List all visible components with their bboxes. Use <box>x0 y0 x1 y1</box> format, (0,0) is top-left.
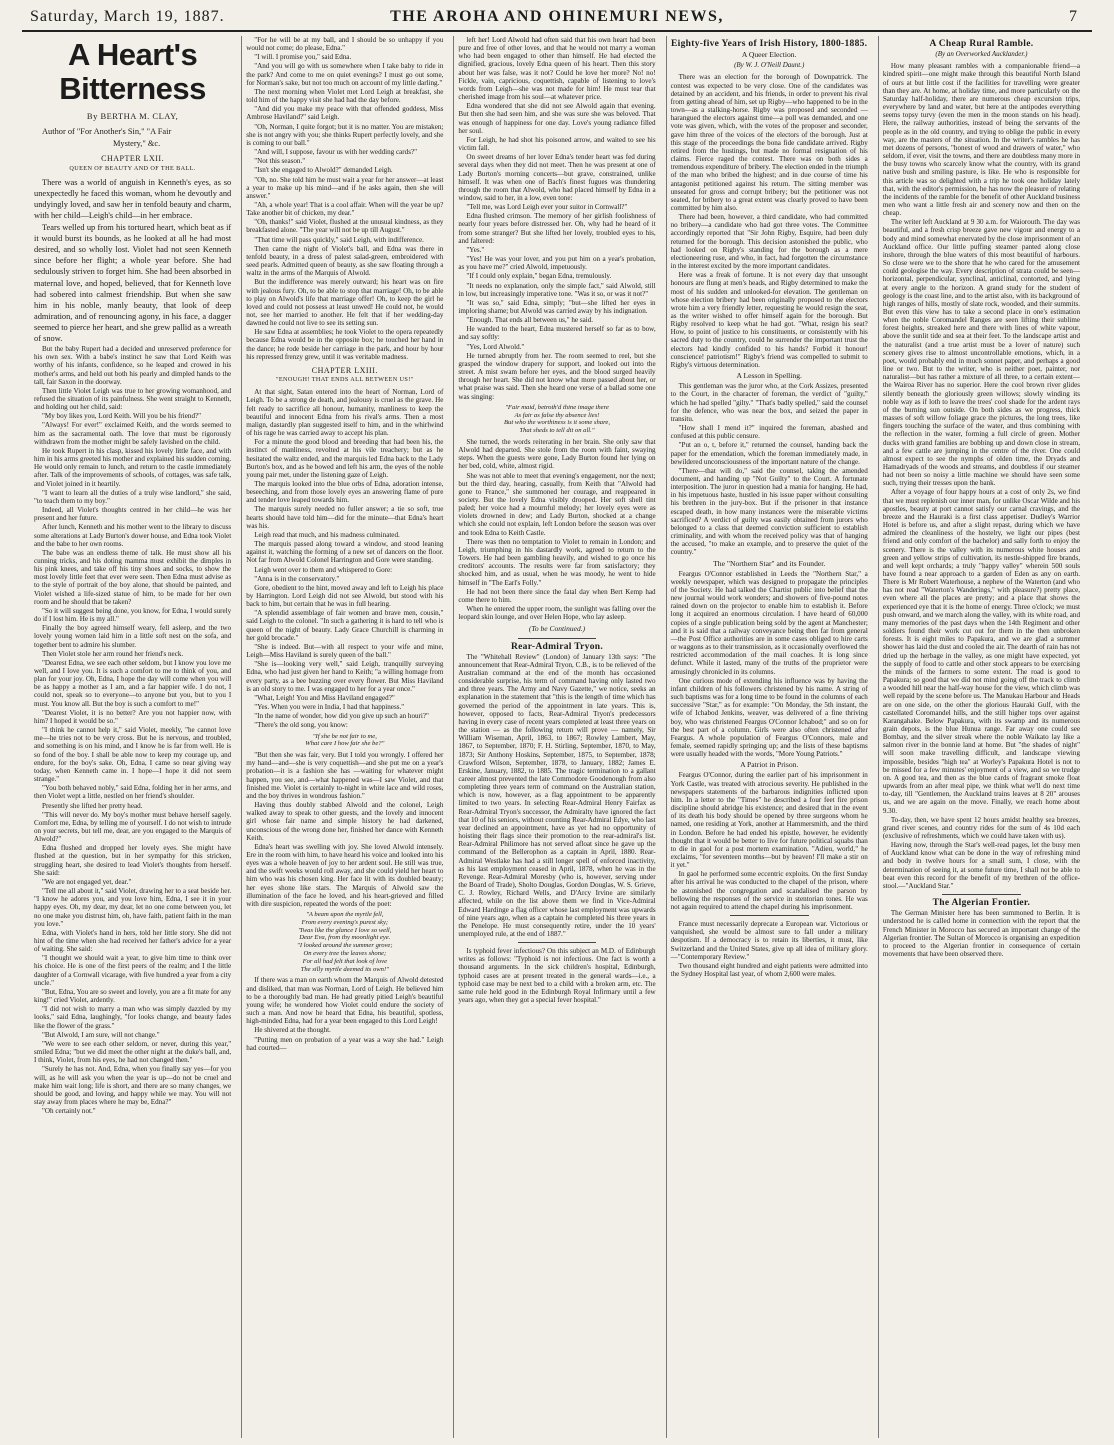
story-paragraphs <box>34 177 231 344</box>
paragraph: Is typhoid fever infectious? On this subject an M.D. of Edinburgh writes as follows: "Typhoid is not infectious. One fact is worth a thousand arguments. In the sick children's hospital, Edinburgh, typhoid cases are at present treated in the general wards—i.e., a typhoid case may be next bed to a child with a broken arm, etc. The same rule held good in the Edinburgh Royal Infirmary until a few years ago, when they got a special fever hospital." <box>458 947 656 1005</box>
paragraph: "I want to learn all the duties of a truly wise landlord," she said, "to teach them to my boy." <box>34 488 232 505</box>
paragraph: "I think he cannot help it," said Violet, meekly, "he cannot love me—he tries not to be very cross. But he is nervous, and troubled, and something is on his mind, and I know he is far from well. He is so fond of the boy. I shall be able now to keep my courage up, and endure, for the boy's sake. Oh, Edna, I came so near giving way today, when Kenneth came in. I hope—I hope it did not seem strange." <box>34 726 232 784</box>
paragraph: If there was a man on earth whom the Marquis of Alwold detested and disliked, that man was Norman, Lord of Leigh. He believed him to be a thoroughly bad man. He had greatly pitied Leigh's beautiful young wife; he wondered how Violet could endure the society of such a man. And now he heard that Edna, his beautiful, spotless, high-minded Edna, had for a year been engaged to this Lord Leigh! <box>246 976 444 1026</box>
paragraph: For a minute the good blood and breeding that had been his, the instinct of manliness, revolted at his vile treachery; but as he hesitated the waltz ended, and the marquis led Edna back to the Lady Burton's box, and as he bowed and left his arm, the eyes of the noble young pair met, under the listening gaze of Leigh. <box>246 438 444 479</box>
article-election-body <box>671 73 868 369</box>
paragraph: After a voyage of four happy hours at a cost of only 2s, we find that we must replenish our inner man, for unlike Oscar Wilde and his apostles, beauty at port cannot satisfy our carnal cravings, and the breeze and the Hauraki is a first class appetiser. Dudley's Warrior Hotel is before us, and after a slight repast, during which we have admired the cleanliness of the hostelry, we light our pipes (best friend and only comfort of the bachelor) and sally forth to enjoy the scenery. There is the valley with its numerous white houses and green and yellow strips of cultivation, its nestle-shipped fire brands, and well kept orchards; a truly "happy valley" wherein 500 souls have found a near approach to a garden of Eden as any on earth. There is Mr Robert Waterhouse, a nephew of the Waterton (and who has not read "Waterton's Wanderings," with pleasure?) pretty place, even where all the places are pretty; and a place that shows the experienced eye that it is the home of energy. Three o'clock; we must push onward, and we march along the valley, with its white road, and many memories of the past days when the 14th Regiment and other soldiers found their work cut out for them in the then unbroken forests. It is eight miles to Papakura, and we are glad a summer shower has laid the dust and cooled the air. The dearth of rain has not dried up the herbage in the valley, as one might have expected, yet the supply of food to cattle and other stock appears to be exercising the minds of the farmers to some extent. The road is good to Papakura; so good that we did not mind going off the track to climb a wooded hill near the half-way house for the view, which climb was well repaid by the scene before us. The Manukau Harbour and Heads are on one side, on the other the glorious Hauraki Gulf, with the castellated Coromandel hills, and the still higher tops over against Karangahake. Below Papakura, with its swamp and its numerous grain depots, is the blue Hunua range. Far away one could see Bombay, and the silver streak where the noble Waikato lay like a salmon river in the bonnie land at home. But "the shades of night" will soon make travelling difficult, and landscape viewing impossible, besides "high tea" at Worley's Papakura Hotel is not to be missed for a few minutes' enjoyment of a view, and so we trudge on. A good tea, and then as the blue cards of fragrant smoke float upwards from an after meal pipe, we think what we'll do next time to-day, till "Gentlemen, the Auckland trains leaves at 8 20" arouses us, and we are again on the move. Finally, we reach home about 9.30. <box>882 488 1081 815</box>
subheading-patriot-prison: A Patriot in Prison. <box>740 760 799 770</box>
paragraph: "Dearest Edna, we see each other seldom, but I know you love me well, and I love you. It is such a comfort to me to think of you, and plan for your joy. Oh, Edna, I hope the day will come when you will be as happy a mother as I am, and a far happier wife. I do not, I could not, speak so to everyone—to anyone but you, but to you I must. You know all. But the boy is such a comfort to me!" <box>34 658 232 708</box>
article-byline-daunt: (By W. J. O'Neill Daunt.) <box>734 61 805 70</box>
column-2 <box>241 36 447 1438</box>
paragraph: "But, Edna, You are so sweet and lovely, you are a fit mate for any king!" cried Violet, ardently. <box>34 987 232 1005</box>
paragraph: The marquis looked into the blue orbs of Edna, adoration intense, beseeching, and from those lovely eyes an answering flame of pure and tender love leaped towards him. <box>246 479 444 505</box>
article-heading-tryon: Rear-Admiral Tryon. <box>510 641 604 652</box>
paragraph: Then little Violet Leigh was true to her growing womanhood, and refused the situation of its painfulness. She went straight to Kenneth, and holding out her child, said: <box>34 386 232 412</box>
paragraph: "Always! For ever!" exclaimed Keith, and the words seemed to him as the sacramental oath. The love that must be rigorously withdrawn from the mother might be safely lavished on the child. <box>34 421 232 446</box>
paragraph: Here was a freak of fortune. It is not every day that unsought honours are flung at men's heads, and Rigby determined to make the most of his sudden and unlooked-for elevation. The gentleman on whose election bribery had been originally proposed to the electors wrote him a very friendly letter, requesting he would resign the seat, as the writer wished to offer himself again for the borough. But Rigby resolved to keep what he had got. "What, resign his seat? How, to point of justice to his constituents, or consistently with his sacred duty to the country, could he surrender the important trust the electors had kindly confided to his hands? Forbid it honour! conscience! patriotism!" Rigby's friend was compelled to submit to Rigby's virtuous determination. <box>670 271 868 369</box>
paragraph: "Yes." <box>466 245 485 254</box>
issue-date: Saturday, March 19, 1887. <box>30 8 225 25</box>
paragraph: "I will. I promise you," said Edna. <box>254 53 352 62</box>
paragraph: "Surely he has not. And, Edna, when you finally say yes—for you will, as he will ask you when the year is up—do not be cruel and make him wait long; life is short, and there are so many changes, we should be good, and loving, and happy while we may. You will not stay away from places where he may be, Edna?" <box>34 1065 232 1106</box>
paragraph: The marquis passed along toward a window, and stood leaning against it, watching the forming of a new set of dancers on the floor. Not far from Alwold Colonel Harrington and Gore were standing. <box>246 540 444 565</box>
paragraph: The babe was an endless theme of talk. He must show all his cunning tricks, and his doting mamma must exhibit the dimples in his pink knees, and take off his tiny shoes and socks, to show the most lovely little feet that ever were seen. Then Edna must advise as to the style of portrait of the boy alone, that should be painted, and Violet wished a life-sized statue of him, to be made for her own room and he should that be taken? <box>34 548 232 606</box>
column-5 <box>878 36 1084 1438</box>
paragraph: Then Violet stole her arm round her friend's neck. <box>42 649 184 658</box>
paragraph: When he entered the upper room, the sunlight was falling over the leopard skin lounge, and over Helen Hope, who lay asleep. <box>458 605 656 622</box>
subheading-spelling: A Lesson in Spelling. <box>736 371 802 381</box>
paragraph: "This will never do. My boy's mother must behave herself sagely. Comfort me, Edna, by telling me of yourself. I do not wish to intrude on your secrets, but tell me, dear, are you engaged to the Marquis of Alwold?" <box>34 810 232 844</box>
paragraph: He saw Edna at assemblies; he took Violet to the opera repeatedly because Edna would be in the opposite box; he touched her hand in the dance; he rode beside her carriage in the park, and hour by hour his repressed frenzy grew, until it was veritable madness. <box>246 328 444 361</box>
paragraph: She was not able to meet that evening's engagement, nor the next; but the third day, hearing, casually, from Keith that "Alwold had gone to France," she summoned her courage, and reappeared in society. But the lovely Edna visibly drooped. Her soft shell tint paled; her voice had a mournful melody; her lovely eyes were as violets drowned in dew; and Lady Burton, shocked at a change which she could not explain, left London before the season was over and took Edna to Keith Castle. <box>458 471 656 537</box>
masthead <box>22 6 1092 28</box>
paragraph: How many pleasant rambles with a companionable friend—a kindred spirit—one might make through this beautiful North Island of ours at but little cost if the facilities for travelling were greater than they are. At home, at holiday time, and more particularly on the Saturday half-holiday, there are numerous cheap excursion trips, everywhere by land and water, but here at the antipodes everything seems topsy turvy (even the men in the moon stands on his head). Here, the railway authorities, instead of being the servants of the people as in the old country, and trying to oblige the public in every way, are the masters of the situation. In the writer's rambles he has met dozens of persons, "honest of wood and drawers of water," who seldom, if ever, visit the towns, and there are doubtless many more in the busy towns who scarcely know what the country, with its grand native bush and smiling pasture, is like. He who is responsible for this article was so delighted with a trip he took one holiday lately that, with the editor's permission, he has now the pleasure of relating the incidents of the ramble for the benefit of other Auckland business men who want a little fresh air and scenery now and then on the cheap. <box>882 62 1081 218</box>
paragraph: He had not been there since the fatal day when Bert Kemp had come there to him. <box>458 587 656 604</box>
story-author-of: Author of "For Another's Sin," "A Fair <box>42 127 172 137</box>
paragraph: "A splendid assemblage of fair women and brave men, cousin," said Leigh to the colonel. "In such a gathering it is hard to tell who is queen of the night of beauty. Lady Grace Churchill is charming in her gold brocade." <box>246 609 444 642</box>
paragraph: There was a world of anguish in Kenneth's eyes, as so unexpectedly he faced this woman, whom he devoutly and undyingly loved, and saw her in tenfold beauty and charm, with her child—Leigh's child—in her embrace. <box>34 177 232 220</box>
paragraph: "Yes, Lord Alwold." <box>466 342 525 351</box>
to-be-continued: (To be Continued.) <box>528 624 586 634</box>
paragraph: "But Alwold, I am sure, will not change." <box>42 1030 160 1039</box>
subheading-queer-election: A Queer Election. <box>741 50 797 60</box>
chapter-heading: CHAPTER LXII. <box>101 154 165 164</box>
paragraph: But the baby Rupert had a decided and unreserved preference for his own sex. With a babe's instinct he saw that Lord Keith was worthy of his infants, confidence, so he leaped and crowed in his mother's arms, and held out both his pearly and dimpled hands to the tall, fair Saxon in the doorway. <box>34 345 232 386</box>
paragraph: "You both behaved nobly," said Edna, folding her in her arms, and then Violet wept a little, nestled on her friend's shoulder. <box>34 784 232 801</box>
page-number: 7 <box>1069 8 1078 25</box>
paragraph: The "Whitehall Review" (London) of January 13th says: "The announcement that Rear-Admiral Tryon, C.B., is to be relieved of the Australian command at the end of the month has occasioned considerable surprise, his term of command having only lasted two and three years. The Army and Navy Gazette," we notice, seeks an explanation in the statement that "this is the length of time which has governed the period of the appointment in late years. This is, however, opposed to facts, Rear-Admiral Tryon's predecessors having in every case of recent years completed at least three years on the station — as the following return will prove — namely, Sir William Wiseman, April, 1863, to 1867; Rowley Lambert, May, 1867, to September, 1870; F. H. Stirling, September, 1870, to May, 1873; Sir Anthony Hoskins, September, 1875, to September, 1878; Crawford Wilson, September, 1878, to January, 1882; James E. Erskine, January, 1882, to 1885. The tragic termination to a gallant career almost prevented the late Commodore Goodenough from also completing three years term of command on the Australian station, which is now, however, as a flag appointment to be apparently limited to two years. In selecting Rear-Admiral Henry Fairfax as Rear-Admiral Tryon's successor, the Admiralty have ignored the fact that 10 of his seniors, without counting Rear-Admiral Edye, who last year declined an appointment, have as yet had no opportunity of hoisting their flags since their promotion to the rear-admiral's list. Rear-Admiral Philimore has not served afloat since he gave up the command of the Bellerophon as a captain in April, 1880. Rear-Admiral Westlake has had a still longer spell of enforced inactivity, as his last employment ceased in April, 1878, when he was in the Revenge. Rear-Admiral Moresby (who is, however, serving under the Board of Trade), Sholto Douglas, Gordon Douglas, W. S. Grieve, C. J. Rowley, Richard Wells, and D'Arcy Irvine are similarly affected, while on the list above them we find in Vice-Admiral Edward Hardinge a flag officer whose last employment was upwards of nine years ago, when as a captain he completed his three years in the Penelope. He must consequently retire, under the 10 years' unemployed rule, at the end of 1887." <box>458 652 656 938</box>
paragraph: "And will, I suppose, favour us with her wedding cards?" <box>254 148 418 157</box>
columns <box>30 36 1084 1438</box>
paragraph: "Oh, Norman, I quite forgot; but it is no matter. You are mistaken; she is not angry with you; she thinks Rupert perfectly lovely, and she is coming to our ball." <box>246 122 444 147</box>
paragraph: After lunch, Kenneth and his mother went to the library to discuss some alterations at Lady Burton's dower house, and Edna took Violet and the babe to her own rooms. <box>34 523 232 548</box>
paragraph: "There—that will do," said the counsel, taking the amended document, and handing up "Not Guilty" to the Court. A fortunate interposition. The juror in question had a mania for hanging. He had, in his impetuous haste, hustled in his issue paper without consulting his brethren in the jury-box. But if the prisoner in that instance escaped death, in how many instances were the miserable victims sacrificed? A verdict of guilty was easily obtained from jurors who belonged to a class that deemed conviction sufficient to establish criminality, and with whom the received policy was that of hanging the accused, "to make an example, and to preserve the quiet of the country." <box>670 466 868 557</box>
article-heading-rural-ramble: A Cheap Rural Ramble. <box>929 39 1034 49</box>
paragraph: Indeed, all Violet's thoughts centred in her child—he was her present and her future. <box>34 506 232 523</box>
paragraph: "In the name of wonder, how did you give up such an houri?" <box>254 712 429 721</box>
article-algerian-body <box>883 909 1080 958</box>
paragraph: Two thousand eight hundred and eight patients were admitted into the Sydney Hospital last year, of whom 2,600 were males. <box>670 961 868 979</box>
paragraph: The marquis surely needed no fuller answer; a tie so soft, true hearts should have told him—did for the minute—that Edna's heart was his. <box>246 505 444 530</box>
story-paragraphs-5 <box>246 976 443 1051</box>
paragraph: He shivered at the thought. <box>254 1026 331 1035</box>
article-heading-algerian: The Algerian Frontier. <box>932 898 1031 909</box>
newspaper-title: THE AROHA AND OHINEMURI NEWS, <box>390 8 724 25</box>
paragraph: Presently she lifted her pretty head. <box>42 801 143 810</box>
separator <box>518 942 597 943</box>
paragraph: The writer left Auckland at 9 30 a.m. for Waiorouth. The day was beautiful, and a fresh crisp breeze gave new vigour and energy to a body and mind somewhat enervated by the close imprisonment of an Auckland office. Our little puffing steamer panted along close inshore, through the blue waters of this most beautiful of harbours. So close were we to the shore that he who cared for the amusement could geologise the way. Every description of strata could be seen—horizontal, perpendicular, synclinal, anticlinal, contorted, and lying at every angle to the horizon. A grand study for the student of geology is the coast line, and to the artist also, with its background of high ranges of hills, mostly of slate rock, wooded, and their summits. But even this view has to take a second place in one's estimation when the noble Coromandel Ranges are seen lifting their sublime forest heights, streaked here and there with lines of white vapour, above the sunlit tide and sea at their feet. To the landscape artist and the naturalist (and a true artist must be a lover of nature) such scenery gives rise to almost uncontrollable emotions, which, in a poet, would probably end in much sonnet paper, and perhaps a good line or two. But to the writer, who is neither poet, painter, nor naturalist—but has rather a mixture of all three, to a certain extent—the Wairoa River has no superior. Here the cool brown river glides silently beneath the gloriously green willows; slowly winding its noble way as if loth to leave the trees' cool shade for the ardent rays of the burning sun outside. On both sides as we progress, thick masses of soft willow foliage grace the pictures, the long trees, like fingers touching the surface of the water, and thus combining with the reflection in the water, forming a full circle of green. Mother ducks with grand families are bobbing up and down close in stream, and a few cattle are jumping in the centre of the river. One could almost expect to see the nymphs of olden time, the Dryads and Hamadryads of the woods and streams, and doubtless if our steamer had not been so noisy a little machine we should have seen some such, trying their tresses upon the bank. <box>882 218 1081 488</box>
paragraph: Tears welled up from his tortured heart, which beat as if it would burst its bounds, as he looked at all he had most desired, and so wholly lost. Violet had not seen Kenneth since before her flight; a whole year before. She had sedulously striven to forget him. She had been absorbed in maternal love, and hoped, believed, that for Kenneth love had sobered into calmest friendship. But when she saw him in his noble, manly beauty, that look of deep admiration, and of renouncing agony, in his face, a dagger seemed to pierce her heart, and she grew pallid as a wreath of snow. <box>34 223 232 343</box>
paragraph: There was an election for the borough of Downpatrick. The contest was expected to be very close. One of the candidates was detained by an accident, and his friends, in order to prevent his rival from getting ahead of him, set up Rigby—who happened to be in the town—as a stalking-horse. Rigby was proposed and seconded —harangued the electors against time—a poll was demanded, and one vote was given, which, with the votes of the proposer and seconder, gave him three of the voices of the electors of the borough. Just at this stage of the proceedings the bona fide candidate arrived. Rigby retired from the hustings, but made no formal resignation of his claims. Fierce raged the contest. There was on both sides a tremendous expenditure of bribery. The election ended in the triumph of the man who bribed the highest; and in due course of time his antagonist petitioned against his return. The sitting member was unseated for gross and corrupt bribery; but the petitioner was not seated, for bribery to a great extent was clearly proved to have been committed by him also. <box>670 73 868 212</box>
paragraph: "Anna is in the conservatory." <box>254 574 340 583</box>
paragraph: Feargus O'Connor, during the earlier part of his imprisonment in York Castle, was treated with atrocious severity. He published in the newspapers statements of the barbarous indignities inflicted upon him. In a letter to the "Times" he described a four feet fire prison discipline should abridge his existence; and desired that in the event of its death his body should be opened by three surgeons whom he named, one residing at York, another at Hammersmith, and the third in London. Before he had ended his epistle, however, he evidently thought that it would be better to live for future political squabs than to die in gaol for a post mortem examination. "Adieu, world," he exclaims, "for seventeen months—but by heaven! I'll make a stir on it yet." <box>670 771 868 870</box>
paragraph: At that sight, Satan entered into the heart of Norman, Lord of Leigh. To be a strong de death, and jealousy is cruel as the grave. He felt ready to sacrifice all honour, humanity, manliness to keep the beautiful and innocent Edna from his rival's arms. Then a most malign, dastardly plan suggested itself to him, and in the whirlwind of his rage he was carried away to accept his plan. <box>246 388 444 438</box>
separator <box>518 638 597 639</box>
paragraph: In gaol he performed some eccentric exploits. On the first Sunday after his arrival he was conducted to the chapel of the prison, where he astonished the congregation and scandalised the parson by bellowing the responses of the service in stentorian tones. He was not again required to attend the chapel during his imprisonment. <box>670 870 868 911</box>
article-spelling-body <box>671 382 868 556</box>
paragraph: He took Rupert in his clasp, kissed his lovely little face, and with him in his arms greeted his mother and explained his sudden coming. He would only remain to lunch, and return to the castle immediately after. Talk of the improvements of schools, of cottages, was safe talk, and Violet joined in it heartily. <box>34 446 232 488</box>
column-4 <box>666 36 872 1438</box>
article-byline-aucklander: (By an Overworked Aucklander.) <box>935 50 1028 59</box>
paragraph: But the indifference was merely outward; his heart was on fire with jealous fury. Oh, to be able to stop that marriage! Oh, to be able to play on Alwold's life that marriage offer! Oh, to keep the girl he loved and could not possess at least unwed! He could not, he would not, see her married to another. He felt that if her wedding-day dawned he could not live to see its setting sun. <box>246 278 444 328</box>
paragraph: "For he will be at my ball, and I should be so unhappy if you would not come; do please, Edna." <box>246 36 444 53</box>
paragraph: "That time will pass quickly," said Leigh, with indifference. <box>254 235 424 244</box>
paragraph: "Oh, no. She told him he must wait a year for her answer—at least a year to make up his mind—and if he asks again, then she will answer." <box>246 175 444 200</box>
subheading-northern-star: The "Northern Star" and its Founder. <box>713 558 826 568</box>
paragraph: Edna flushed crimson. The memory of her girlish foolishness of nearly four years before distressed her. Oh, why had he heard of it from some stranger? But she lifted her lovely, troubled eyes to his, and faltered: <box>458 212 656 245</box>
story-paragraphs-7 <box>458 438 655 621</box>
story-paragraphs-6 <box>458 36 655 401</box>
paragraph: "What, Leigh! You and Miss Haviland engaged?" <box>254 693 395 702</box>
paragraph: Then came the night of Violet's ball, and Edna was there in tenfold beauty, in a dress of palest salad-green, embroidered with seed pearls. Admitted queen of beauty, as she saw floating through a waltz in the arms of the Marquis of Alwold. <box>246 244 444 278</box>
paragraph: Edna, with Violet's hand in hers, told her little story. She did not hint of the time when she had received her father's advice for a year of waiting. She said: <box>34 928 232 954</box>
column-3 <box>453 36 659 1438</box>
paragraph: The next morning when Violet met Lord Leigh at breakfast, she told him of the happy visit she had had the day before. <box>246 87 444 105</box>
story-byline: By BERTHA M. CLAY, <box>86 111 179 121</box>
poem-verse: "A beam upon the myrtle fell, From every evening's purest sky; 'Twas like the glance I love so well, Dear Eva, from thy moonlight eye. "I looked around the summer grove; On every tree the leaves shone; For all had felt that look of love The silly myrtle deemed its own!" <box>297 911 393 973</box>
paragraph: Edna's heart was swelling with joy. She loved Alwold intensely. Ere in the room with him, to have heard his voice and looked into his eyes was a whole heaven of joy to her ardent soul. He still was true, and the swift weeks would roll away, and she could yield her heart to him who was his chosen king. Her face lit with its doubled beauty; her eyes shone like stars. The Marquis of Alwold saw the illumination of the face he loved, and his heart-grieved and filled with dire suspicion, repeated the words of the poet: <box>246 842 444 908</box>
paragraph: She turned, the words reiterating in her brain. She only saw that Alwold had departed. She stole from the room with faint, swaying steps. When the guests were gone, Lady Burton found her lying on her bed, cold, white, almost rigid. <box>458 437 656 471</box>
paragraph: "It was so," said Edna, simply; "but—she lifted her eyes in imploring shame; but Alwold was carried away by his indignation. <box>458 298 656 315</box>
chapter-heading-2: CHAPTER LXIII. <box>311 365 378 375</box>
poem-quote: "If she be not fair to me, What care I how fair she be?" <box>305 732 385 748</box>
article-tryon-body <box>458 653 655 938</box>
paragraph: There had been, however, a third candidate, who had committed no bribery—a candidate who had got three votes. The Committee accordingly reported that "Sir John Rigby, Esquire, had been duly returned for the borough. This decision astonished the public, who had looked on Rigby's standing for the borough as a mere electioneering ruse, and who, in fact, had forgotten the circumstance in the interest excited by the more important candidates. <box>670 213 868 271</box>
paragraph: He turned abruptly from her. The room seemed to reel, but she grasped the window drapery for support, and looked out into the street. A mist swam before her eyes, and the blood surged heavily through her heart. She did not know what more passed about her, or what praise was said. Then she heard one verse of a ballad some one was singing: <box>458 351 656 401</box>
paragraph: left her! Lord Alwold had often said that his own heart had been pure and free of other loves, and that he would not marry a woman who had been engaged to other than himself. He had elected the dignified, gracious, lovely Edna queen of his heart. Then this story about her was false, was it not? Could he love her more? No! no! Fickle, vain, capricious, coquettish, capable of listening to love's words from Leigh—she was not made for him! He must tear that cherished image from his soul—at whatever price. <box>458 36 656 102</box>
paragraph: "There's the old song, you know: <box>254 721 348 730</box>
article-heading-irish-history: Eighty-five Years of Irish History, 1800-1885. <box>671 39 868 49</box>
paragraph: On sweet dreams of her lover Edna's tender heart was fed during several days when they did not meet. Then he was present at one of Lady Burton's morning concerts—but grave, constrained, unlike himself. It was when one of Bach's finest fugues was thundering through the room that Alwold, who had placed himself by Edna in a window, said to her, in a low, even tone: <box>458 153 656 202</box>
story-paragraphs-4 <box>246 751 443 908</box>
paragraph: There was then no temptation to Violet to remain in London; and Leigh, triumphing in his dastardly work, agreed to return to the Towers. He had been gambling heavily, and wished to go once his creditors' accounts. The results were far from satisfactory; they shocked him, and as usual, when he was moody, he went to hide himself in "The Earl's Folly." <box>458 537 656 587</box>
paragraph: To-day, then, we have spent 12 hours amidst healthy sea breezes, grand river scenes, and country rides for the sum of 4s 10d each (exclusive of refreshments, which we could have taken with us). <box>882 815 1081 840</box>
paragraph: "She is—looking very well," said Leigh, tranquilly surveying Edna, who had just given her hand to Keith; "a willing homage from every party, as a bee buzzing over every flower. But Miss Haviland is an old story to me. I was engaged to her for a year once." <box>246 660 444 693</box>
paragraph: "It needs no explanation, only the simple fact," said Alwold, still in low, but increasingly imperative tone. "Was it so, or was it not?" <box>458 281 656 298</box>
paragraph: "Tell me all about it," said Violet, drawing her to a seat beside her. "I know he adores you, and you love him, Edna, I see it in your happy eyes. Oh, my dear, my dear, let no one come between you, let no one make you distrust him, oh, have faith, patient faith in the man you love." <box>34 887 232 928</box>
paragraph: This gentleman was the juror who, at the Cork Assizes, presented to the Court, in the character of foreman, the verdict of "guilty," which he had spelled "gilty." "That's badly spelled," said the counsel for the defence, who was near the box, and seized the paper in transitu. <box>670 382 868 423</box>
article-ramble-body <box>883 62 1080 890</box>
paragraph: Having now, through the Star's well-read pages, let the busy men of Auckland know what can be done in the way of refreshing mind and body in twelve hours for a small sum, I close, with the determination of seeing it, at some future time, I shall not be able to beat even this record for the benefit of my brethren of the office-stool.—"Auckland Star." <box>882 841 1081 890</box>
paragraph: "Not this season." <box>254 157 306 166</box>
article-typhoid-body <box>458 947 655 1004</box>
paragraph: "How shall I mend it?" inquired the foreman, abashed and confused at this public censure. <box>670 424 868 441</box>
paragraph: "She is indeed. But—with all respect to your wife and mine, Leigh—Miss Haviland is surely queen of the ball." <box>246 642 444 660</box>
paragraph: Leigh went over to them and whispered to Gore: <box>254 565 393 574</box>
paragraph: Edna wondered that she did not see Alwold again that evening. But then she had seen him, and she was sure she was beloved. That was enough of happiness for one day. Love's young radiance filled her soul. <box>458 102 656 135</box>
paragraph: "I thought we should wait a year, to give him time to think over his choice. He is one of the first peers of the realm; and I the little daughter of a Cornwall vicarage, with five hundred a year from a city uncle." <box>34 954 232 987</box>
paragraph: "Enough. That ends all between us," he said. <box>466 316 594 325</box>
paragraph: "We are not engaged yet, dear." <box>42 877 132 886</box>
paragraph: Gore, obedient to the hint, moved away and left to Leigh his place by Harrington. Lord Leigh did not see Alwold, but stood with his back to him, but certain that he was in full hearing. <box>246 583 444 609</box>
top-rule <box>22 30 1092 32</box>
paragraph: "So it will suggest being done, you know, for Edna, I would surely do if I lost him. He is my all." <box>34 606 232 624</box>
paragraph: "Oh certainly not." <box>42 1107 96 1116</box>
paragraph: "My boy likes you, Lord Keith. Will you be his friend?" <box>42 412 202 421</box>
paragraph: "And you will go with us somewhere when I take baby to ride in the park? And come to me on quiet evenings? I must go out some, for Norman's sake, but not too much on account of my little darling." <box>246 62 444 87</box>
chapter-subheading-2: "ENOUGH! THAT ENDS ALL BETWEEN US!" <box>275 376 414 384</box>
story-title: A Heart's Bitterness <box>59 37 206 106</box>
paragraph: "Yes. When you were in India, I had that happiness." <box>254 703 405 712</box>
paragraph: "But then she was fair, very. But I told you wrongly. I offered her my hand—and—she is very coquettish—and she put me on a year's probation—it is a fashion she has —waiting for whatever might happen, you see, and—what happened was—I saw Violet, and that finished me. Violet is certainly to-night in white lace and wild roses, and the boy thrives in wondrous fashion." <box>246 751 444 800</box>
story-author-of-cont: Mystery," &c. <box>112 139 161 149</box>
paragraph: Finally the boy agreed himself weary, fell asleep, and the two lovely young women laid him in a little soft nest on the sofa, and together bent to admire his slumber. <box>34 624 232 649</box>
paragraph: One curious mode of extending his influence was by having the infant children of his followers christened by his name. A string of such baptisms was for a long time to be found in the columns of each successive "Star," as for example: "On Monday, the 5th instant, the wife of Ichabod Jenkins, weaver, was delivered of a fine thriving boy, who was christened Feargus O'Connor Ichabod;" and so on for the best part of a column. Girls were also often christened after Feargus. A whole population of Feargus O'Connors, male and female, seemed rapidly springing up; and the lists of these baptisms were usually headed with the words, "More Young Patriots." <box>670 676 868 759</box>
paragraph: He wanded to the heart, Edna mustered herself so far as to bow, and say softly: <box>458 325 656 342</box>
paragraph: "We were to see each other seldom, or never, during this year," smiled Edna; "but we did meet the other night at the duke's ball, and, I think, Violet, from his eyes, he had not changed then." <box>34 1039 232 1065</box>
paragraph: "Put an o, t, before it," returned the counsel, handing back the paper for the emendation, which the foreman immediately made, in bewildered unconsciousness of the important nature of the change. <box>670 441 868 466</box>
paragraph: "If I could only explain," began Edna, tremulously. <box>466 272 612 281</box>
separator <box>942 894 1021 895</box>
paragraph: "Dearest Violet, it is no better? Are you not happier now, with him? I hoped it would be so." <box>34 708 232 725</box>
paragraph: "Isn't she engaged to Alwold?" demanded Leigh. <box>254 166 393 175</box>
paragraph: Having thus doubly stabbed Alwold and the colonel, Leigh walked away to speak to other guests, and the lovely and innocent girl whose fair name and simple history he had darkened, unconscious of the wrong done her, finished her dance with Kenneth Keith. <box>246 801 444 842</box>
paragraph: For Leigh, he had shot his poisoned arrow, and waited to see his victim fall. <box>458 135 656 153</box>
paragraph: Feargus O'Connor established in Leeds the "Northern Star," a weekly newspaper, which was designed to propagate the principles of the Society. He had talked the Chartist public into belief that the new journal would work wonders; and showers of five-pound notes rained down on the projector to enable him to establish it. Before long it acquired an enormous circulation. I have heard of 60,000 copies of a single publication being sold by the agent at Manchester; and it is said that a railway conveyance being then far from general—the Post Office authorities are in some cases obliged to hire carts or waggons as to their transmission, as it occasionally overflowed the restricted accommodation of the mail coaches. It is long since defunct. While it lasted, many of the truths of the proprietor were amusingly chronicled in its columns. <box>670 569 868 676</box>
separator <box>730 915 809 916</box>
paragraph: "And did you make my peace with that offended goddess, Miss Ambrose Haviland?" said Leigh. <box>246 105 444 122</box>
paragraph: "Oh, thanks!" said Violet, flushed at the unusual kindness, as they breakfasted alone. "The year will not be up till August." <box>246 218 444 235</box>
article-prison-body <box>671 771 868 911</box>
article-misc-body <box>671 920 868 978</box>
chapter-subheading: QUEEN OF BEAUTY AND OF THE BALL. <box>69 164 196 172</box>
ballad-verse: "Fair maid, betroth'd thine image there As fair as false thy absence lies! But who the worthiness is it some share, That sheds to tell dit on all." <box>504 403 610 435</box>
story-paragraphs-3 <box>246 388 443 729</box>
paragraph: "Putting men on probation of a year was a way she had." Leigh had courted— <box>246 1035 444 1052</box>
paragraph: Edna flushed and dropped her lovely eyes. She might have flushed at the question, but in her sympathy for this stricken, struggling heart, she desired to lead Violet's thoughts from herself. She said: <box>34 844 232 877</box>
paragraph: "I did not wish to marry a man who was simply dazzled by my looks," said Edna, laughingly, "for looks change, and beauty fades like the flower of the grass." <box>34 1005 232 1030</box>
paragraph: "Ah, a whole year! That is a cool affair. When will the year be up? Take another bit of chicken, my dear." <box>246 200 444 218</box>
paragraph: Leigh read that much, and his madness culminated. <box>254 530 400 539</box>
story-paragraphs-cont <box>34 345 231 1115</box>
article-northern-star-body <box>671 570 868 759</box>
story-paragraphs-2 <box>246 36 443 361</box>
column-1 <box>30 36 235 1438</box>
paragraph: "Yes! He was your lover, and you put him on a year's probation, as you have me?" cried Alwold, impetuously. <box>458 255 656 272</box>
paragraph: "Tell me, was Lord Leigh ever your suitor in Cornwall?" <box>466 203 628 212</box>
paragraph: France must necessarily deprecate a European war. Victorious or vanquished, she would be almost sure to fall under a military despotism. If a democracy is to retain its liberties, it must, like Switzerland and the United States, give up all idea of military glory.—"Contemporary Review." <box>670 920 868 961</box>
paragraph: The German Minister here has been summoned to Berlin. It is understood he is called home in connection with the report that the French Minister in Morocco has secured an important change of the Algerian frontier. The Sultan of Morocco is organising an expedition to proceed to the Algerian frontier in consequence of certain movements that have been observed there. <box>882 909 1081 959</box>
